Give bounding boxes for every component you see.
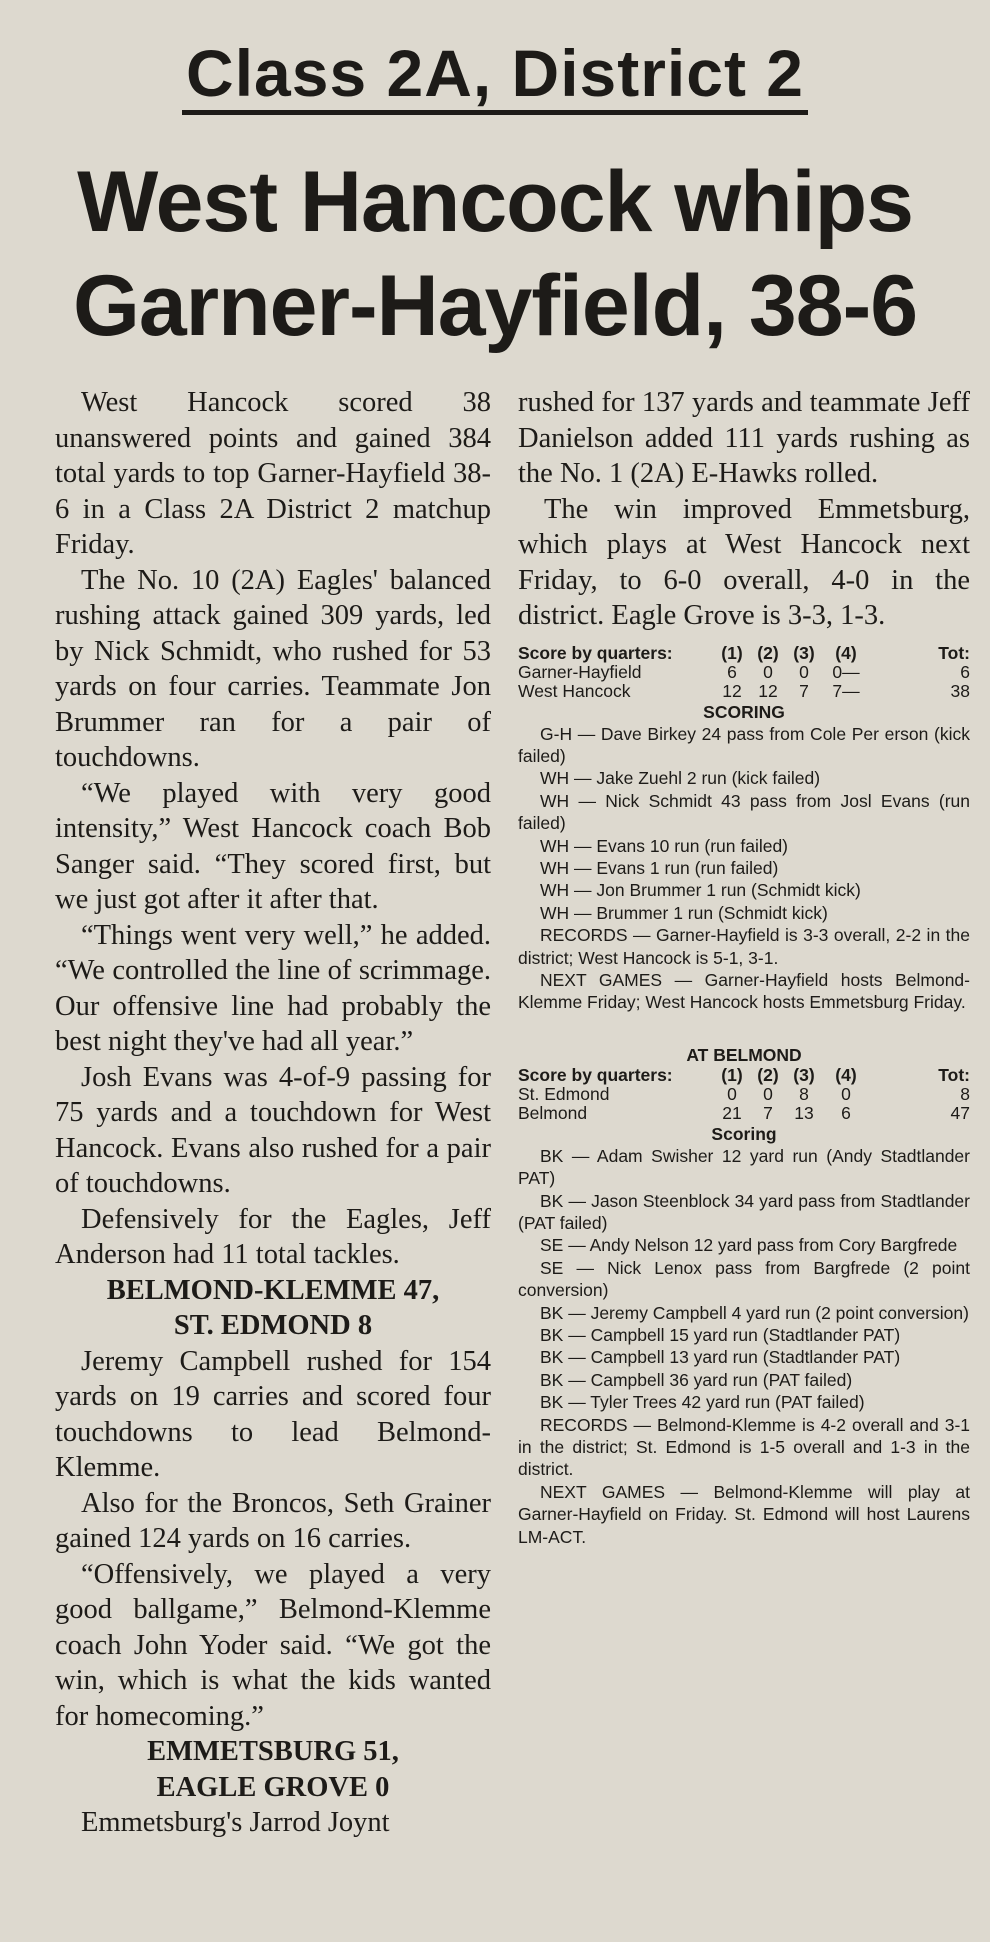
score-header-q1: (1) — [721, 642, 743, 663]
score-cell: 12 — [758, 680, 778, 701]
paragraph: West Hancock scored 38 unanswered points and gained 384 total yards to top Garner-Hayfield 38-6 in a Class 2A District 2 matchup Friday. — [55, 387, 491, 560]
score-header-q4: (4) — [835, 1064, 857, 1085]
next-games-line: NEXT GAMES — Belmond-Klemme will play at Garner-Hayfield on Friday. St. Edmond will host Laurens LM-ACT. — [518, 1481, 970, 1547]
headline-line-2: Garner-Hayfield, 38-6 — [72, 258, 918, 354]
kicker-heading — [0, 36, 990, 110]
scoring-line: BK — Jason Steenblock 34 yard pass from Stadtlander (PAT failed) — [518, 1190, 970, 1233]
scoring-line: SE — Andy Nelson 12 yard pass from Cory Bargfrede — [540, 1235, 958, 1256]
score-cell: 21 — [722, 1102, 742, 1123]
subhead-belmond-klemme — [55, 1273, 491, 1344]
score-cell: 0 — [763, 1083, 773, 1104]
score-cell: 0 — [727, 1083, 737, 1104]
paragraph: Josh Evans was 4-of-9 passing for 75 yards and a touchdown for West Hancock. Evans also rushed for a pair of touchdowns. — [55, 1061, 491, 1199]
scoring-line: WH — Evans 10 run (run failed) — [540, 835, 789, 856]
score-cell: 6 — [841, 1102, 851, 1123]
score-total: 6 — [960, 661, 970, 682]
score-cell: 7 — [763, 1102, 773, 1123]
scoring-line: WH — Brummer 1 run (Schmidt kick) — [540, 902, 828, 923]
kicker-text: Class 2A, District 2 — [182, 36, 808, 115]
score-total: 38 — [950, 680, 970, 701]
paragraph: Defensively for the Eagles, Jeff Anderson had 11 total tackles. — [55, 1203, 491, 1270]
score-header-q3: (3) — [793, 1064, 815, 1085]
score-cell: 7— — [832, 680, 860, 701]
headline-line-1: West Hancock whips — [77, 154, 913, 250]
scoring-line: BK — Tyler Trees 42 yard run (PAT failed) — [540, 1392, 865, 1413]
next-games-line: NEXT GAMES — Garner-Hayfield hosts Belmond-Klemme Friday; West Hancock hosts Emmetsburg Friday. — [518, 969, 970, 1013]
scorebox-belmond-st-edmond — [518, 1044, 970, 1548]
score-cell: 6 — [727, 661, 737, 682]
subhead-emmetsburg — [55, 1734, 491, 1805]
score-header-q4: (4) — [835, 642, 857, 663]
score-header-q2: (2) — [757, 642, 779, 663]
scoring-line: G-H — Dave Birkey 24 pass from Cole Per erson (kick failed) — [518, 723, 970, 766]
score-team: Belmond — [518, 1102, 588, 1123]
subhead-line: ST. EDMOND 8 — [173, 1310, 373, 1341]
scoring-line: BK — Campbell 36 yard run (PAT failed) — [540, 1369, 853, 1390]
paragraph: The win improved Emmetsburg, which plays at West Hancock next Friday, to 6-0 overall, 4-0 in the district. Eagle Grove is 3-3, 1-3. — [518, 493, 970, 631]
score-cell: 0— — [832, 661, 860, 682]
paragraph: “Things went very well,” he added. “We controlled the line of scrimmage. Our offensive line had probably the best night they've had all year.” — [55, 919, 491, 1057]
scoring-line: WH — Evans 1 run (run failed) — [540, 857, 779, 878]
scoring-line: WH — Jake Zuehl 2 run (kick failed) — [540, 768, 821, 789]
score-team: West Hancock — [518, 680, 631, 701]
scoring-line: WH — Jon Brummer 1 run (Schmidt kick) — [540, 880, 861, 901]
subhead-line: BELMOND-KLEMME 47, — [106, 1274, 440, 1306]
scoring-line: WH — Nick Schmidt 43 pass from Josl Evans (run failed) — [518, 790, 970, 834]
section-gap — [518, 1014, 970, 1044]
scoring-line: BK — Jeremy Campbell 4 yard run (2 point conversion) — [540, 1302, 969, 1323]
paragraph: “We played with very good intensity,” West Hancock coach Bob Sanger said. “They scored first, but we just got after it after that. — [55, 777, 491, 915]
score-table — [518, 1066, 970, 1123]
score-total: 47 — [950, 1102, 970, 1123]
paragraph: rushed for 137 yards and teammate Jeff Danielson added 111 yards rushing as the No. 1 (2A) E-Hawks rolled. — [518, 387, 970, 489]
scoring-line: SE — Nick Lenox pass from Bargfrede (2 point conversion) — [518, 1257, 970, 1301]
scoring-line: BK — Adam Swisher 12 yard run (Andy Stadtlander PAT) — [518, 1145, 970, 1189]
paragraph: Also for the Broncos, Seth Grainer gained 124 yards on 16 carries. — [55, 1487, 491, 1554]
score-cell: 8 — [799, 1083, 809, 1104]
score-header-q1: (1) — [721, 1064, 743, 1085]
score-team: St. Edmond — [518, 1083, 610, 1104]
score-header-label: Score by quarters: — [518, 1064, 673, 1085]
score-header-q2: (2) — [757, 1064, 779, 1085]
score-table — [518, 644, 970, 701]
score-cell: 13 — [794, 1102, 814, 1123]
game-location: AT BELMOND — [686, 1044, 802, 1065]
subhead-line: EAGLE GROVE 0 — [156, 1771, 390, 1803]
subhead-line: EMMETSBURG 51, — [147, 1736, 399, 1767]
scoring-line: BK — Campbell 15 yard run (Stadtlander PAT) — [540, 1325, 901, 1346]
paragraph: “Offensively, we played a very good ballgame,” Belmond-Klemme coach John Yoder said. “We got the win, which is what the kids wanted for homecoming.” — [55, 1558, 491, 1732]
score-cell: 0 — [799, 661, 809, 682]
score-cell: 0 — [841, 1083, 851, 1104]
score-cell: 7 — [799, 680, 809, 701]
score-header-label: Score by quarters: — [518, 642, 673, 663]
scoring-label: SCORING — [703, 701, 785, 722]
left-column — [55, 385, 491, 1841]
score-header-total: Tot: — [938, 1064, 970, 1085]
records-line: RECORDS — Garner-Hayfield is 3-3 overall, 2-2 in the district; West Hancock is 5-1, 3-1. — [518, 925, 970, 968]
paragraph: Jeremy Campbell rushed for 154 yards on 19 carries and scored four touchdowns to lead Belmond-Klemme. — [55, 1345, 491, 1483]
score-cell: 12 — [722, 680, 742, 701]
scorebox-garner-hayfield-west-hancock — [518, 644, 970, 1014]
score-total: 8 — [960, 1083, 970, 1104]
right-column-body — [518, 385, 970, 634]
score-header-total: Tot: — [938, 642, 970, 663]
scoring-line: BK — Campbell 13 yard run (Stadtlander PAT) — [540, 1347, 901, 1368]
headline — [0, 150, 990, 358]
score-header-q3: (3) — [793, 642, 815, 663]
paragraph: Emmetsburg's Jarrod Joynt — [81, 1807, 390, 1838]
scoring-label: Scoring — [711, 1123, 777, 1144]
score-team: Garner-Hayfield — [518, 661, 642, 682]
score-cell: 0 — [763, 661, 773, 682]
paragraph: The No. 10 (2A) Eagles' balanced rushing attack gained 309 yards, led by Nick Schmidt, who rushed for 53 yards on four carries. Teammate Jon Brummer ran for a pair of touchdowns. — [55, 564, 491, 773]
right-column — [518, 385, 970, 1548]
records-line: RECORDS — Belmond-Klemme is 4-2 overall and 3-1 in the district; St. Edmond is 1-5 overall and 1-3 in the district. — [518, 1414, 970, 1480]
